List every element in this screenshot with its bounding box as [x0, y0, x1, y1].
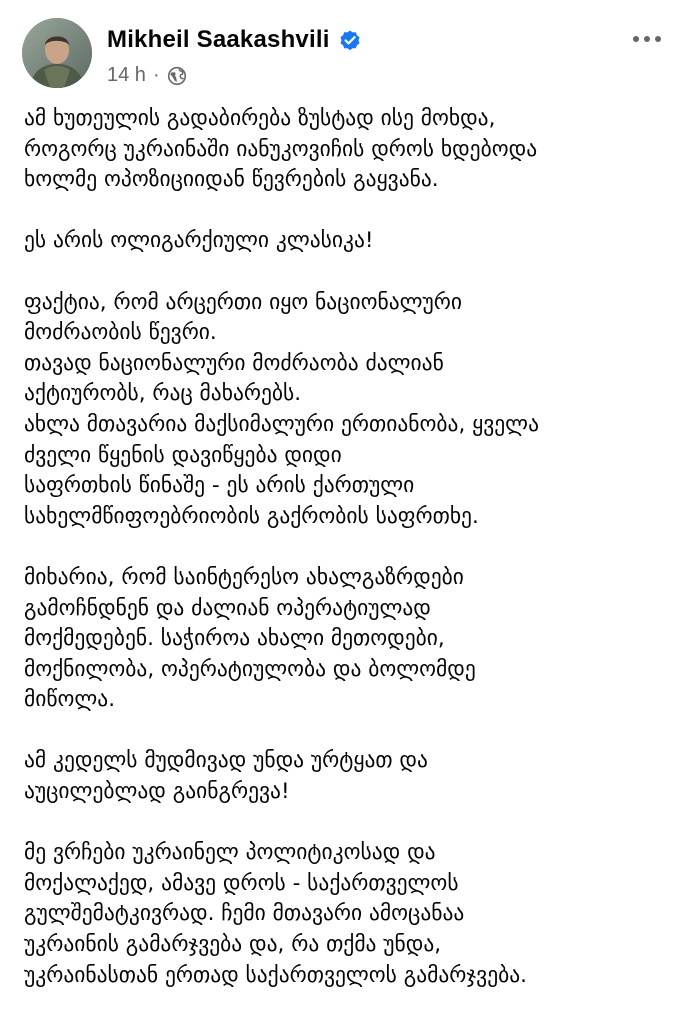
post-text-line: მოქნილობა, ოპერატიულობა და ბოლომდე	[24, 656, 476, 682]
post-text-line: მიწოლა.	[24, 687, 116, 713]
post-text-line: ამ კედელს მუდმივად უნდა ურტყათ და	[24, 748, 428, 774]
post-timestamp[interactable]: 14 h	[107, 64, 146, 86]
post-paragraph	[24, 104, 674, 196]
post-text-line: გულშემატკივრად. ჩემი მთავარი ამოცანაა	[24, 901, 465, 927]
more-options-button[interactable]	[625, 24, 669, 54]
avatar[interactable]	[22, 18, 92, 88]
post-text-line: ამ ხუთეულის გადაბირება ზუსტად ისე მოხდა,	[24, 106, 496, 131]
post-text-line: სახელმწიფოებრიობის გაქრობის საფრთხე.	[24, 503, 479, 529]
post-text-line: აქტიურობს, რაც მახარებს.	[24, 381, 302, 407]
post-text-line: როგორც უკრაინაში იანუკოვიჩის დროს ხდებოდა	[24, 136, 538, 162]
post-text-line: მოქალაქედ, ამავე დროს - საქართველოს	[24, 870, 459, 896]
post-text-line: ძველი წყენის დავიწყება დიდი	[24, 442, 342, 468]
post-text-line: ხოლმე ოპოზიციიდან წევრების გაყვანა.	[24, 167, 439, 193]
verified-badge-icon	[338, 28, 362, 52]
post-text-line: მე ვრჩები უკრაინელ პოლიტიკოსად და	[24, 840, 436, 866]
author-row	[107, 26, 362, 54]
post-text-line: უკრაინის გამარჯვება და, რა თქმა უნდა,	[24, 932, 442, 958]
more-options-icon	[633, 36, 639, 42]
post-text	[24, 104, 674, 1022]
avatar-photo	[22, 18, 92, 88]
more-options-icon	[655, 36, 661, 42]
post-paragraph	[24, 838, 674, 991]
post-paragraph	[24, 226, 674, 257]
post-text-line: თავად ნაციონალური მოძრაობა ძალიან	[24, 350, 444, 376]
meta-separator: ·	[152, 64, 160, 86]
globe-icon	[167, 66, 187, 86]
post-text-line: ფაქტია, რომ არცერთი იყო ნაციონალური	[24, 289, 463, 315]
post-text-line: უკრაინასთან ერთად საქართველოს გამარჯვება.	[24, 962, 528, 988]
post-meta	[107, 64, 187, 87]
post-text-line: მიხარია, რომ საინტერესო ახალგაზრდები	[24, 564, 464, 590]
post-text-line: აუცილებლად გაინგრევა!	[24, 779, 290, 805]
post-text-line: საფრთხის წინაშე - ეს არის ქართული	[24, 473, 415, 499]
post-text-line: ეს არის ოლიგარქიული კლასიკა!	[24, 228, 374, 254]
more-options-icon	[644, 36, 650, 42]
post-header	[0, 0, 687, 100]
author-name[interactable]: Mikheil Saakashvili	[107, 26, 330, 53]
post-text-line: მოქმედებენ. საჭიროა ახალი მეთოდები,	[24, 626, 445, 652]
post-paragraph	[24, 746, 674, 807]
post-paragraph	[24, 288, 674, 533]
post-paragraph	[24, 563, 674, 716]
post-text-line: ახლა მთავარია მაქსიმალური ერთიანობა, ყველა	[24, 411, 539, 437]
post-text-line: გამოჩნდნენ და ძალიან ოპერატიულად	[24, 595, 431, 621]
post-text-line: მოძრაობის წევრი.	[24, 320, 217, 346]
